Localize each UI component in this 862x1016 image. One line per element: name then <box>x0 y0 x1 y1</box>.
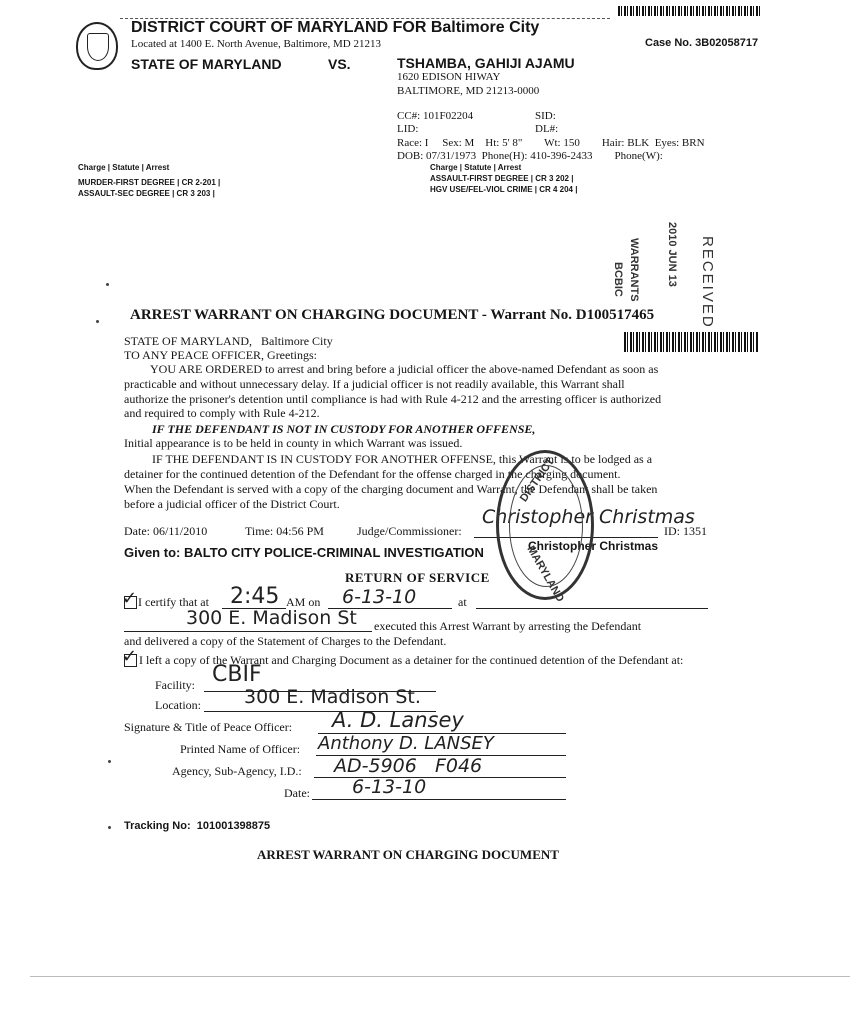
warrant-p3-l3: When the Defendant is served with a copy of the charging document and Warrant, the Defendant shall be taken <box>124 482 658 496</box>
at-line <box>476 608 708 609</box>
executed-text: executed this Arrest Warrant by arresting the Defendant <box>374 619 642 633</box>
court-address: Located at 1400 E. North Avenue, Baltimore, MD 21213 <box>131 38 381 50</box>
location-value[interactable]: 300 E. Madison St. <box>244 686 421 708</box>
case-number: Case No. 3B02058717 <box>645 37 759 49</box>
margin-mark <box>96 320 99 323</box>
date-label: Date: <box>284 786 310 800</box>
service-date[interactable]: 6-13-10 <box>342 586 417 608</box>
agency-label: Agency, Sub-Agency, I.D.: <box>172 764 302 778</box>
warrant-p1-l4: and required to comply with Rule 4-212. <box>124 406 320 420</box>
charge-left-1: MURDER-FIRST DEGREE | CR 2-201 | <box>78 178 221 187</box>
warrant-p2-heading: IF THE DEFENDANT IS NOT IN CUSTODY FOR ANOTHER OFFENSE, <box>152 422 536 436</box>
seal-bottom-text: MARYLAND <box>524 543 567 605</box>
warrant-p1-l2: practicable and without unnecessary delay. If a judicial officer is not readily available, this Warrant shall <box>124 377 625 391</box>
warrant-id: ID: 1351 <box>664 524 707 538</box>
warrant-barcode <box>624 332 758 352</box>
footer-title: ARREST WARRANT ON CHARGING DOCUMENT <box>257 847 559 862</box>
state-label: STATE OF MARYLAND <box>131 56 282 72</box>
agency-value[interactable]: AD-5906 F046 <box>334 755 483 777</box>
printed-name-value[interactable]: Anthony D. LANSEY <box>318 733 494 754</box>
judge-signature: Christopher Christmas <box>482 506 695 528</box>
margin-mark <box>108 826 111 829</box>
left-copy-check-mark-icon: ✓ <box>122 646 138 667</box>
facility-label: Facility: <box>155 678 195 692</box>
date-value[interactable]: 6-13-10 <box>352 776 427 798</box>
charges-right-header: Charge | Statute | Arrest <box>430 163 522 172</box>
warrant-p3-l1: IF THE DEFENDANT IS IN CUSTODY FOR ANOTHER OFFENSE, this Warrant is to be lodged as a <box>152 452 653 466</box>
service-time[interactable]: 2:45 <box>230 584 280 609</box>
officer-signature-label: Signature & Title of Peace Officer: <box>124 720 293 734</box>
sid-label: SID: <box>535 110 556 122</box>
received-stamp-line2: 2010 JUN 13 <box>666 222 678 287</box>
given-to: Given to: BALTO CITY POLICE-CRIMINAL INVESTIGATION <box>124 545 484 560</box>
seal-top-text: DISTRICT <box>517 455 557 505</box>
warrant-p1-l3: authorize the prisoner's detention until compliance is had with Rule 4-212 and the arresting officer is authorized <box>124 392 662 406</box>
court-title: DISTRICT COURT OF MARYLAND FOR Baltimore City <box>131 19 540 36</box>
place-line <box>124 631 372 632</box>
dl-label: DL#: <box>535 123 559 135</box>
delivered-text: and delivered a copy of the Statement of Charges to the Defendant. <box>124 634 447 648</box>
charge-right-1: ASSAULT-FIRST DEGREE | CR 3 202 | <box>430 174 574 183</box>
charge-left-2: ASSAULT-SEC DEGREE | CR 3 203 | <box>78 189 215 198</box>
defendant-name: TSHAMBA, GAHIJI AJAMU <box>397 55 575 71</box>
margin-mark <box>106 283 109 286</box>
return-of-service-title: RETURN OF SERVICE <box>345 570 490 585</box>
defendant-address-line2: BALTIMORE, MD 21213-0000 <box>397 85 540 97</box>
court-seal-icon <box>76 22 118 70</box>
officer-signature[interactable]: A. D. Lansey <box>332 708 464 732</box>
received-stamp-line4: BCBIC <box>612 262 624 297</box>
certify-check-mark-icon: ✓ <box>122 588 138 609</box>
service-place[interactable]: 300 E. Madison St <box>186 607 357 629</box>
bottom-scan-edge <box>30 976 850 977</box>
at-label: at <box>458 595 467 609</box>
am-on-label: AM on <box>286 595 321 609</box>
date-line <box>312 799 566 800</box>
lid-label: LID: <box>397 123 419 135</box>
defendant-address-line1: 1620 EDISON HIWAY <box>397 71 501 83</box>
warrant-p2-l1: Initial appearance is to be held in county in which Warrant was issued. <box>124 436 463 450</box>
physical-description: Race: I Sex: M Ht: 5' 8" Wt: 150 Hair: BLK Eyes: BRN <box>397 137 705 149</box>
certify-prefix: I certify that at <box>138 595 209 609</box>
charges-left-header: Charge | Statute | Arrest <box>78 163 170 172</box>
vs-label: VS. <box>328 56 351 72</box>
cc-number: CC#: 101F02204 <box>397 110 474 122</box>
warrant-p1-l1: YOU ARE ORDERED to arrest and bring before a judicial officer the above-named Defendant as soon as <box>150 362 659 376</box>
warrant-title: ARREST WARRANT ON CHARGING DOCUMENT - Warrant No. D100517465 <box>130 307 655 323</box>
charge-right-2: HGV USE/FEL-VIOL CRIME | CR 4 204 | <box>430 185 578 194</box>
margin-mark <box>108 760 111 763</box>
judge-label: Judge/Commissioner: <box>357 524 462 538</box>
judge-printed-name: Christopher Christmas <box>528 539 659 553</box>
received-stamp-line1: RECEIVED <box>699 236 716 329</box>
warrant-time: Time: 04:56 PM <box>245 524 324 538</box>
tracking-number: Tracking No: 101001398875 <box>124 820 271 832</box>
received-stamp-line3: WARRANTS <box>628 238 640 302</box>
left-copy-text: I left a copy of the Warrant and Charging Document as a detainer for the continued detention of the Defendant at: <box>139 653 684 667</box>
printed-name-label: Printed Name of Officer: <box>180 742 301 756</box>
warrant-greeting: TO ANY PEACE OFFICER, Greetings: <box>124 348 318 362</box>
warrant-state-line: STATE OF MARYLAND, Baltimore City <box>124 334 333 348</box>
warrant-p3-l4: before a judicial officer of the District Court. <box>124 497 340 511</box>
warrant-p3-l2: detainer for the continued detention of the Defendant for the offense charged in the charging document. <box>124 467 621 481</box>
dob-phone-line: DOB: 07/31/1973 Phone(H): 410-396-2433 Phone(W): <box>397 150 663 162</box>
facility-value[interactable]: CBIF <box>212 662 262 687</box>
top-barcode <box>618 6 760 16</box>
warrant-date: Date: 06/11/2010 <box>124 524 208 538</box>
location-label: Location: <box>155 698 201 712</box>
